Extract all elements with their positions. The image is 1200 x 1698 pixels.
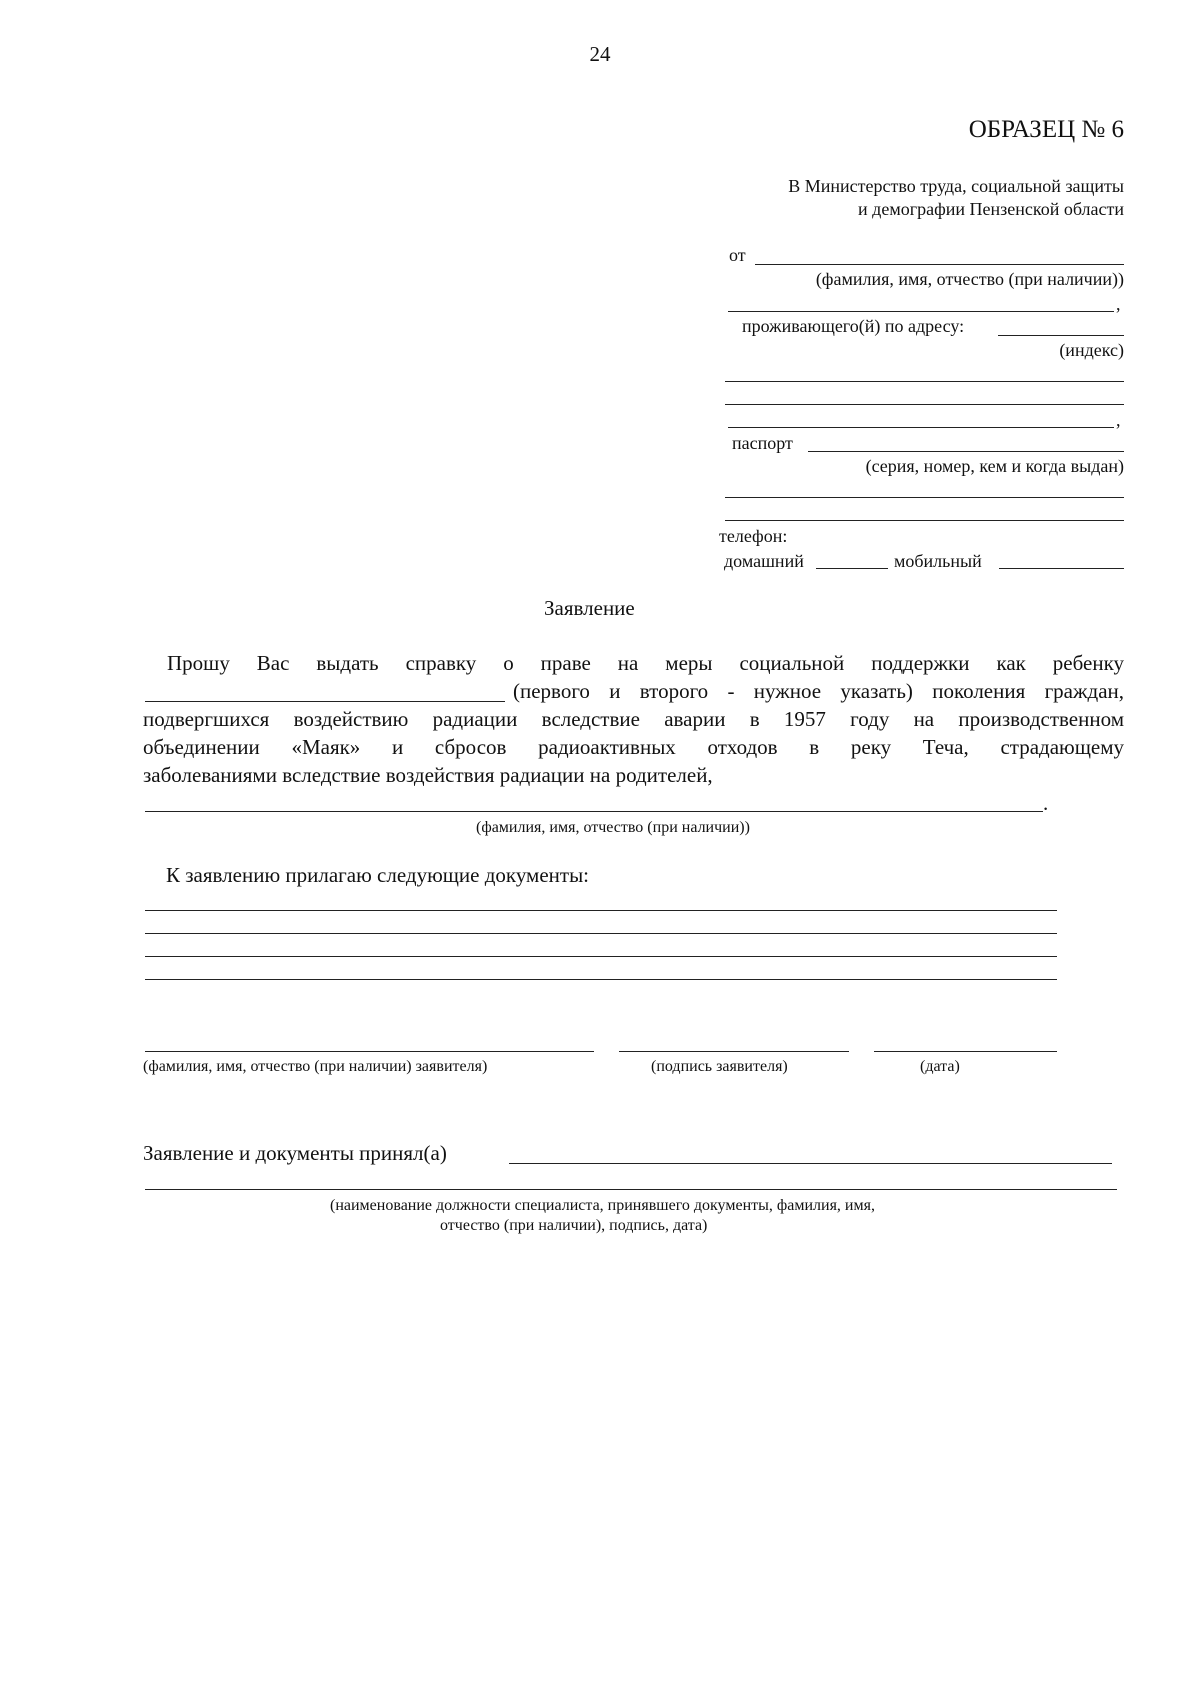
body-line-4: объединении «Маяк» и сбросов радиоактивных отходов в реку Теча, страдающему [143,735,1124,759]
body-line-3: подвергшихся воздействию радиации вследствие аварии в 1957 году на производственном [143,707,1124,731]
attachment-line-1[interactable] [145,910,1057,911]
index-hint: (индекс) [1059,340,1124,360]
address-field-2[interactable] [725,404,1124,405]
body-end-dot: . [1043,791,1049,815]
parent-fio-hint: (фамилия, имя, отчество (при наличии)) [476,819,750,836]
from-fio-field-2[interactable] [728,311,1114,312]
accepted-label: Заявление и документы принял(а) [143,1141,447,1165]
addressee-line-2: и демографии Пензенской области [858,199,1124,219]
mobile-phone-field[interactable] [999,568,1124,569]
phone-label: телефон: [719,526,788,546]
passport-label: паспорт [732,433,793,453]
attachment-line-3[interactable] [145,956,1057,957]
accepted-by-field[interactable] [509,1163,1112,1164]
body-line-2: (первого и второго - нужное указать) поколения граждан, [513,679,1124,703]
attachment-line-2[interactable] [145,933,1057,934]
address-field-3[interactable] [728,427,1114,428]
accepted-by-field-2[interactable] [145,1189,1117,1190]
home-phone-field[interactable] [816,568,888,569]
comma-2: , [1116,410,1121,430]
mobile-phone-label: мобильный [894,551,982,571]
applicant-fio-hint: (фамилия, имя, отчество (при наличии) заявителя) [143,1058,488,1075]
body-line-1: Прошу Вас выдать справку о праве на меры социальной поддержки как ребенку [167,651,1124,675]
comma-1: , [1116,294,1121,314]
applicant-date-field[interactable] [874,1051,1057,1052]
applicant-fio-field[interactable] [145,1051,594,1052]
address-field-1[interactable] [725,381,1124,382]
parent-fio-field[interactable] [145,811,1043,812]
passport-field-3[interactable] [725,520,1124,521]
signature-hint: (подпись заявителя) [651,1058,788,1075]
applicant-signature-field[interactable] [619,1051,849,1052]
from-fio-field[interactable] [755,264,1124,265]
attachment-line-4[interactable] [145,979,1057,980]
attachments-label: К заявлению прилагаю следующие документы: [166,863,590,887]
passport-hint: (серия, номер, кем и когда выдан) [865,456,1124,476]
accepted-hint-line-2: отчество (при наличии), подпись, дата) [440,1217,708,1234]
home-phone-label: домашний [724,551,804,571]
address-label: проживающего(й) по адресу: [742,316,965,336]
passport-field[interactable] [808,451,1124,452]
passport-field-2[interactable] [725,497,1124,498]
sample-title: ОБРАЗЕЦ № 6 [968,116,1124,143]
address-index-field[interactable] [998,335,1124,336]
from-fio-hint: (фамилия, имя, отчество (при наличии)) [815,269,1124,289]
date-hint: (дата) [920,1058,960,1075]
generation-field[interactable] [145,701,505,702]
body-line-5: заболеваниями вследствие воздействия радиации на родителей, [143,763,713,787]
statement-title: Заявление [544,596,635,620]
accepted-hint-line-1: (наименование должности специалиста, принявшего документы, фамилия, имя, [330,1197,875,1214]
page-number: 24 [589,42,611,66]
addressee-line-1: В Министерство труда, социальной защиты [788,176,1124,196]
from-label: от [729,245,746,265]
